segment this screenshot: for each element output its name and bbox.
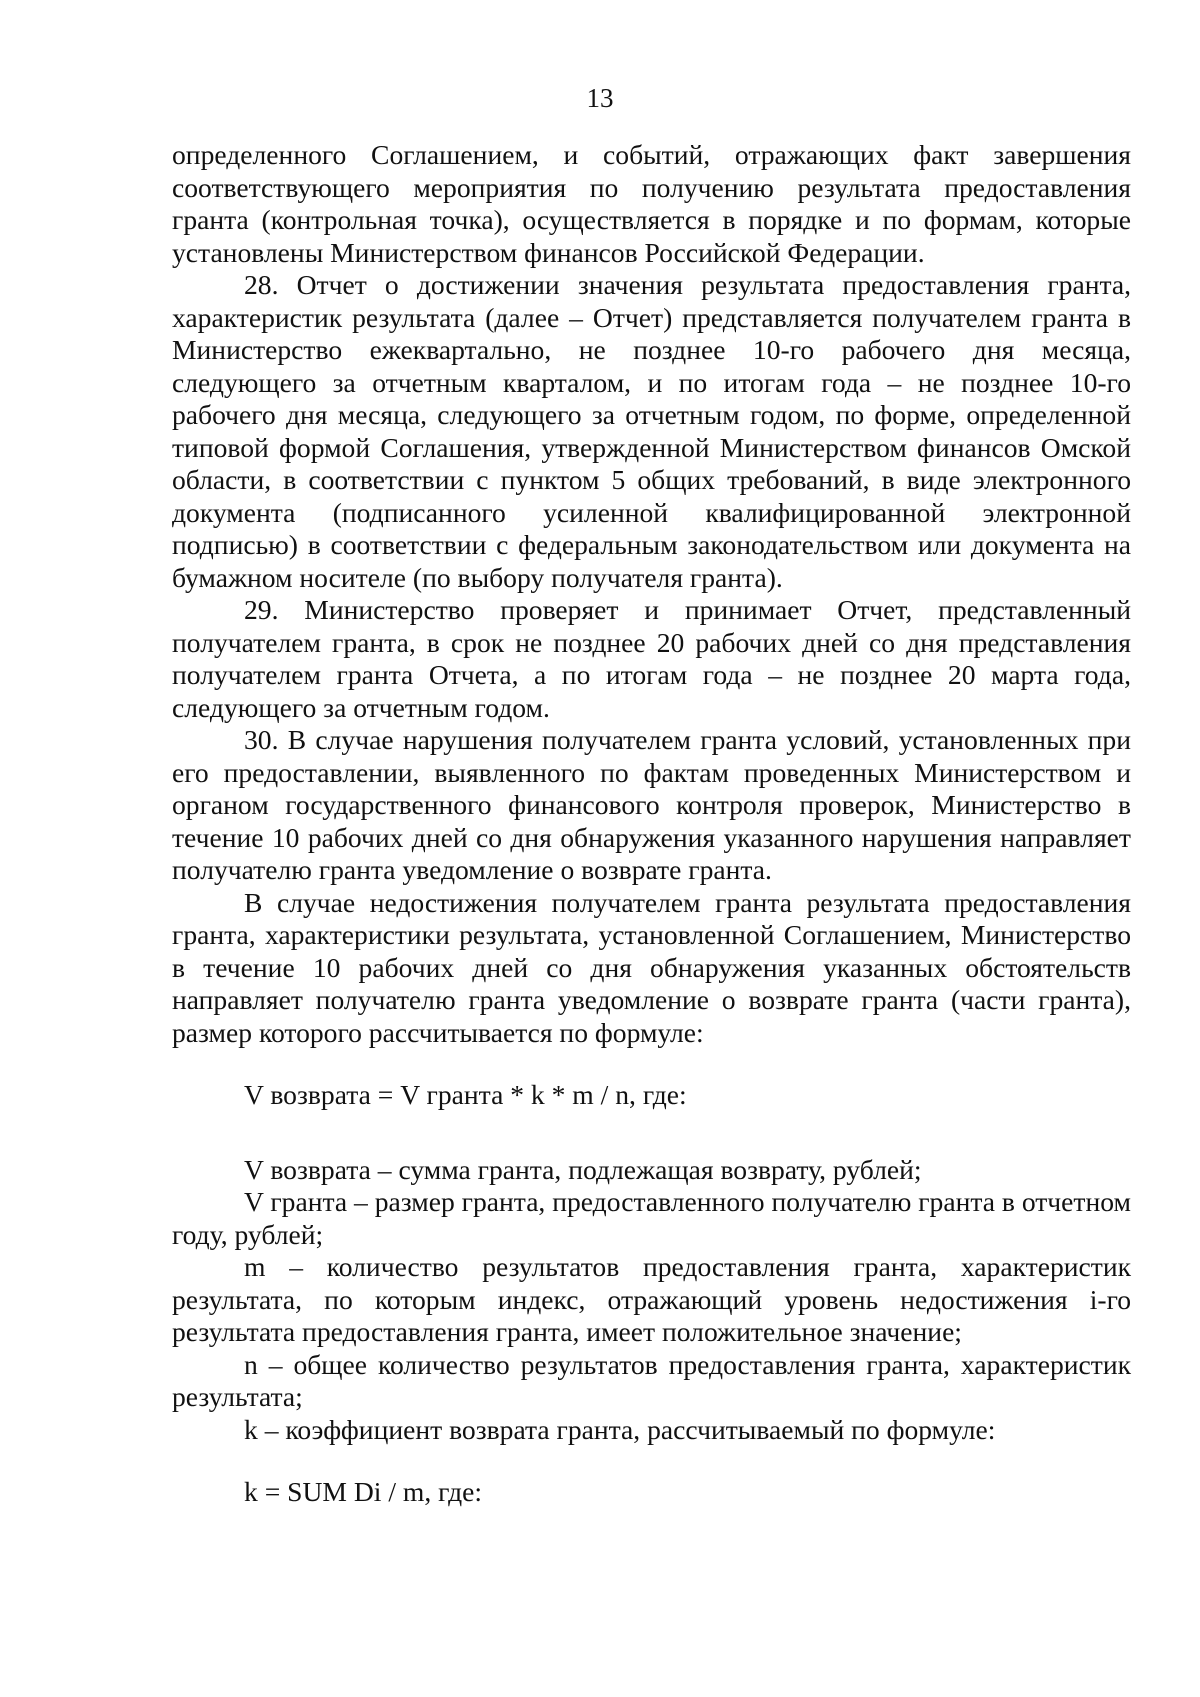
- paragraph-30: 30. В случае нарушения получателем гранта условий, установленных при его предоставлении, выявленного по фактам проведенных Министерством и органом государственного финансового контроля проверок, Министерство в течение 10 рабочих дней со дня обнаружения указанного нарушения направляет получателю гранта уведомление о возврате гранта.: [172, 724, 1131, 885]
- page-number: 13: [586, 83, 614, 113]
- definition-m: m – количество результатов предоставления гранта, характеристик результата, по которым индекс, отражающий уровень недостижения i-го результата предоставления гранта, имеет положительное значение;: [172, 1251, 1131, 1347]
- formula-k-coefficient: k = SUM Di / m, где:: [244, 1476, 483, 1507]
- formula-return-amount: V возврата = V гранта * k * m / n, где:: [244, 1079, 687, 1110]
- paragraph-30-part-2: В случае недостижения получателем гранта результата предоставления гранта, характеристики результата, установленной Соглашением, Министерство в течение 10 рабочих дней со дня обнаружения указанных обстоятельств направляет получателю гранта уведомление о возврате гранта (части гранта), размер которого рассчитывается по формуле:: [172, 886, 1131, 1048]
- definition-n: n – общее количество результатов предоставления гранта, характеристик результата;: [172, 1348, 1131, 1412]
- paragraph-continuation: определенного Соглашением, и событий, отражающих факт завершения соответствующего мероприятия по получению результата предоставления гранта (контрольная точка), осуществляется в порядке и по формам, которые установлены Министерством финансов Российской Федерации.: [172, 139, 1131, 268]
- definition-v-return: V возврата – сумма гранта, подлежащая возврату, рублей;: [244, 1153, 922, 1185]
- paragraph-29: 29. Министерство проверяет и принимает Отчет, представленный получателем гранта, в срок не позднее 20 рабочих дней со дня представления получателем гранта Отчета, а по итогам года – не позднее 20 марта года, следующего за отчетным годом.: [172, 594, 1131, 723]
- definition-v-grant: V гранта – размер гранта, предоставленного получателю гранта в отчетном году, рублей;: [172, 1186, 1131, 1250]
- document-body: [172, 139, 1131, 1551]
- definition-k: k – коэффициент возврата гранта, рассчитываемый по формуле:: [244, 1413, 996, 1445]
- paragraph-28: 28. Отчет о достижении значения результата предоставления гранта, характеристик результата (далее – Отчет) представляется получателем гранта в Министерство ежеквартально, не позднее 10-го рабочего дня месяца, следующего за отчетным кварталом, и по итогам года – не позднее 10-го рабочего дня месяца, следующего за отчетным годом, по форме, определенной типовой формой Соглашения, утвержденной Министерством финансов Омской области, в соответствии с пунктом 5 общих требований, в виде электронного документа (подписанного усиленной квалифицированной электронной подписью) в соответствии с федеральным законодательством или документа на бумажном носителе (по выбору получателя гранта).: [172, 269, 1131, 593]
